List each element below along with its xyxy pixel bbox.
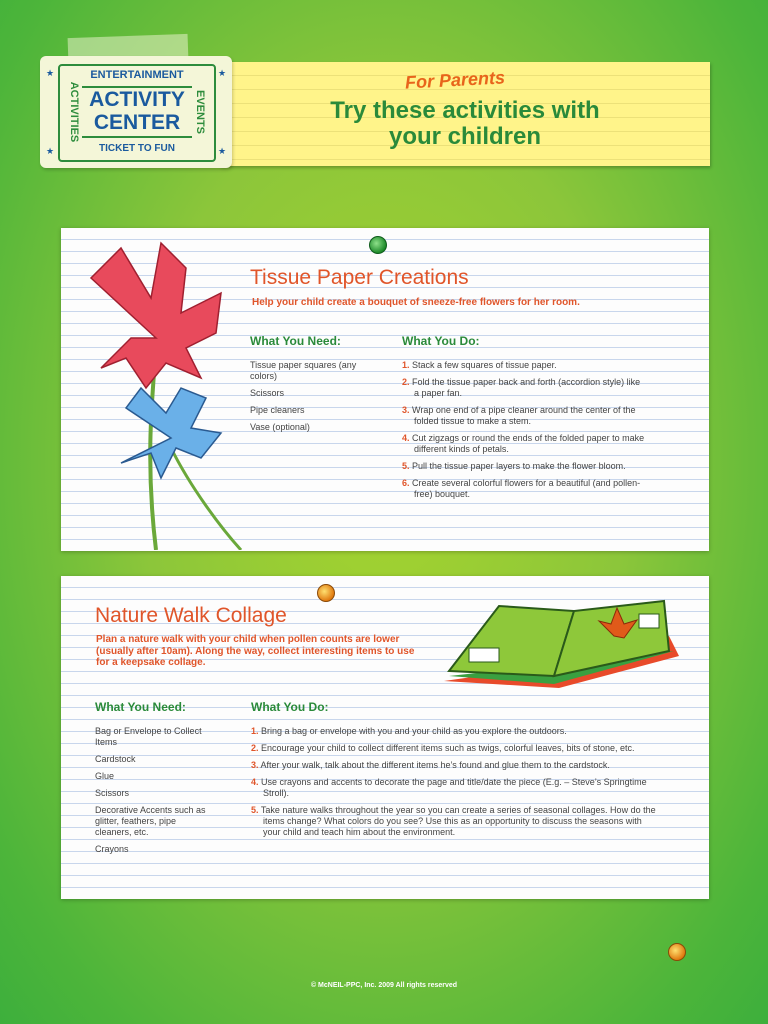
list-item: Decorative Accents such as glitter, feathers, pipe cleaners, etc. bbox=[95, 805, 206, 837]
page-title-line1: Try these activities with bbox=[330, 97, 600, 124]
tissue-steps bbox=[402, 360, 647, 506]
orange-pushpin-icon bbox=[317, 584, 335, 602]
step-number: 2. bbox=[402, 377, 410, 387]
ticket-right-label: EVENTS bbox=[194, 89, 206, 135]
tissue-flower-illustration bbox=[71, 238, 261, 550]
ticket-top-label: ENTERTAINMENT bbox=[90, 69, 184, 81]
step-text: Cut zigzags or round the ends of the folded paper to make different kinds of petals. bbox=[412, 433, 645, 454]
nature-do-heading: What You Do: bbox=[251, 700, 329, 714]
copyright-text: © McNEIL-PPC, Inc. 2009 All rights reserved bbox=[310, 982, 458, 989]
step-text: Fold the tissue paper back and forth (accordion style) like a paper fan. bbox=[412, 377, 641, 398]
tissue-do-heading: What You Do: bbox=[402, 334, 480, 348]
list-item: Cardstock bbox=[95, 754, 136, 764]
step-item bbox=[251, 777, 661, 799]
page-title bbox=[300, 98, 630, 150]
step-number: 4. bbox=[402, 433, 410, 443]
orange-pushpin-icon bbox=[668, 943, 686, 961]
step-text: Encourage your child to collect different items such as twigs, colorful leaves, bits of stone, etc. bbox=[261, 743, 635, 753]
star-icon: ★ bbox=[218, 68, 227, 78]
step-text: Wrap one end of a pipe cleaner around the center of the folded tissue to make a stem. bbox=[412, 405, 636, 426]
step-number: 5. bbox=[402, 461, 410, 471]
tissue-intro: Help your child create a bouquet of sneeze-free flowers for her room. bbox=[252, 297, 580, 308]
nature-need-list bbox=[95, 726, 215, 861]
list-item: Scissors bbox=[250, 388, 285, 398]
step-number: 1. bbox=[251, 726, 259, 736]
tissue-need-list bbox=[250, 360, 360, 439]
tissue-title: Tissue Paper Creations bbox=[250, 266, 469, 289]
step-number: 6. bbox=[402, 478, 410, 488]
step-number: 4. bbox=[251, 777, 259, 787]
step-number: 3. bbox=[402, 405, 410, 415]
activity-center-ticket bbox=[40, 56, 232, 168]
nature-need-heading: What You Need: bbox=[95, 700, 186, 714]
star-icon: ★ bbox=[46, 68, 55, 78]
step-text: After your walk, talk about the different items he’s found and glue them to the cardstock. bbox=[260, 760, 610, 770]
list-item: Crayons bbox=[95, 844, 129, 854]
step-item bbox=[251, 743, 661, 754]
step-text: Stack a few squares of tissue paper. bbox=[412, 360, 557, 370]
list-item: Vase (optional) bbox=[250, 422, 310, 432]
step-item bbox=[402, 478, 647, 500]
scrapbook-illustration bbox=[439, 596, 684, 692]
step-number: 3. bbox=[251, 760, 259, 770]
for-parents-kicker: For Parents bbox=[404, 67, 506, 93]
list-item: Pipe cleaners bbox=[250, 405, 305, 415]
step-item bbox=[251, 726, 661, 737]
step-item bbox=[251, 760, 661, 771]
step-number: 1. bbox=[402, 360, 410, 370]
green-pushpin-icon bbox=[369, 236, 387, 254]
ticket-title-line2: CENTER bbox=[93, 111, 181, 134]
step-text: Pull the tissue paper layers to make the flower bloom. bbox=[412, 461, 626, 471]
nature-walk-card bbox=[61, 576, 709, 899]
step-text: Create several colorful flowers for a beautiful (and pollen-free) bouquet. bbox=[412, 478, 641, 499]
star-icon: ★ bbox=[218, 146, 227, 156]
list-item: Tissue paper squares (any colors) bbox=[250, 360, 357, 381]
step-item bbox=[251, 805, 661, 838]
ticket-bottom-label: TICKET TO FUN bbox=[99, 143, 175, 154]
ticket-title bbox=[82, 86, 192, 138]
tissue-need-heading: What You Need: bbox=[250, 334, 341, 348]
ticket-left-label: ACTIVITIES bbox=[68, 81, 80, 143]
nature-steps bbox=[251, 726, 661, 844]
step-item bbox=[402, 405, 647, 427]
step-text: Take nature walks throughout the year so you can create a series of seasonal collages. How do the items change? What colors do you see? Use this as an opportunity to discuss the seasons with your child and teach him about the environment. bbox=[260, 805, 656, 837]
page-title-line2: your children bbox=[388, 123, 542, 150]
step-number: 2. bbox=[251, 743, 259, 753]
ticket-title-line1: ACTIVITY bbox=[89, 88, 185, 111]
step-item bbox=[402, 360, 647, 371]
list-item: Glue bbox=[95, 771, 115, 781]
step-number: 5. bbox=[251, 805, 259, 815]
nature-title: Nature Walk Collage bbox=[95, 604, 287, 627]
step-item bbox=[402, 461, 647, 472]
step-text: Bring a bag or envelope with you and your child as you explore the outdoors. bbox=[261, 726, 567, 736]
tissue-paper-card bbox=[61, 228, 709, 551]
list-item: Bag or Envelope to Collect Items bbox=[95, 726, 202, 747]
step-item bbox=[402, 433, 647, 455]
list-item: Scissors bbox=[95, 788, 130, 798]
step-text: Use crayons and accents to decorate the page and title/date the piece (E.g. – Steve’s Springtime Stroll). bbox=[261, 777, 647, 798]
nature-intro: Plan a nature walk with your child when pollen counts are lower (usually after 10am). Along the way, collect interesting items to use for a keepsake collage. bbox=[96, 634, 415, 668]
star-icon: ★ bbox=[46, 146, 55, 156]
step-item bbox=[402, 377, 647, 399]
